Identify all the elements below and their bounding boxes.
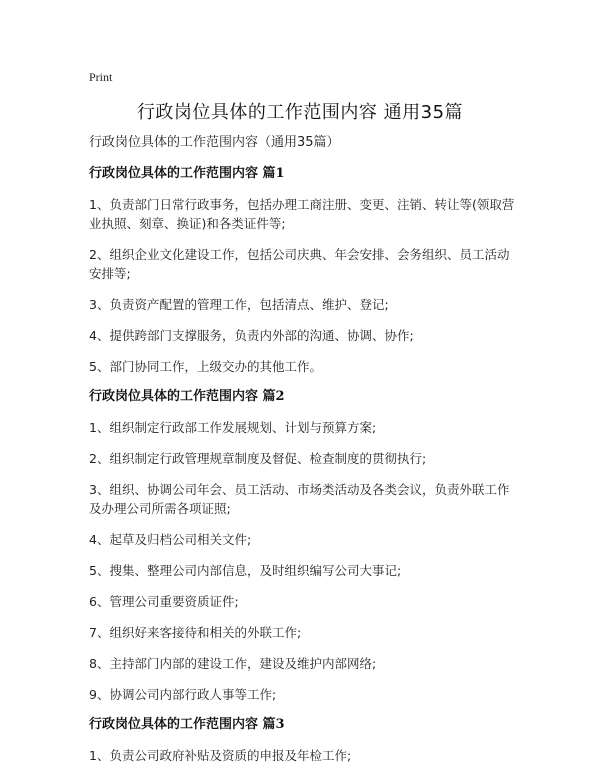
list-item: 1、负责公司政府补贴及资质的申报及年检工作; (89, 748, 352, 763)
section-2 (89, 388, 519, 704)
list-item: 7、组织好来客接待和相关的外联工作; (89, 625, 302, 640)
list-item: 4、提供跨部门支撑服务，负责内外部的沟通、协调、协作; (89, 328, 414, 343)
section-3 (89, 716, 519, 765)
list-item: 2、组织企业文化建设工作，包括公司庆典、年会安排、会务组织、员工活动安排等; (89, 247, 510, 281)
list-item: 1、负责部门日常行政事务，包括办理工商注册、变更、注销、转让等(领取营业执照、刻章、换证)和各类证件等; (89, 197, 515, 231)
list-item: 3、负责资产配置的管理工作，包括清点、维护、登记; (89, 297, 389, 312)
list-item: 1、组织制定行政部工作发展规划、计划与预算方案; (89, 420, 377, 435)
section-heading: 行政岗位具体的工作范围内容 篇1 (89, 166, 285, 181)
list-item: 5、部门协同工作，上级交办的其他工作。 (89, 359, 322, 374)
list-item: 9、协调公司内部行政人事等工作; (89, 687, 277, 702)
list-item: 8、主持部门内部的建设工作，建设及维护内部网络; (89, 656, 377, 671)
document-title: 行政岗位具体的工作范围内容 通用35篇 (136, 102, 464, 123)
section-1 (89, 165, 519, 376)
document-body (89, 134, 519, 777)
document-subtitle: 行政岗位具体的工作范围内容（通用35篇） (89, 135, 340, 150)
list-item: 5、搜集、整理公司内部信息，及时组织编写公司大事记; (89, 563, 402, 578)
print-label: Print (89, 70, 113, 84)
list-item: 4、起草及归档公司相关文件; (89, 532, 252, 547)
list-item: 3、组织、协调公司年会、员工活动、市场类活动及各类会议，负责外联工作及办理公司所需各项证照; (89, 482, 510, 516)
section-heading: 行政岗位具体的工作范围内容 篇3 (89, 717, 285, 732)
list-item: 6、管理公司重要资质证件; (89, 594, 239, 609)
list-item: 2、组织制定行政管理规章制度及督促、检查制度的贯彻执行; (89, 451, 427, 466)
section-heading: 行政岗位具体的工作范围内容 篇2 (89, 389, 285, 404)
